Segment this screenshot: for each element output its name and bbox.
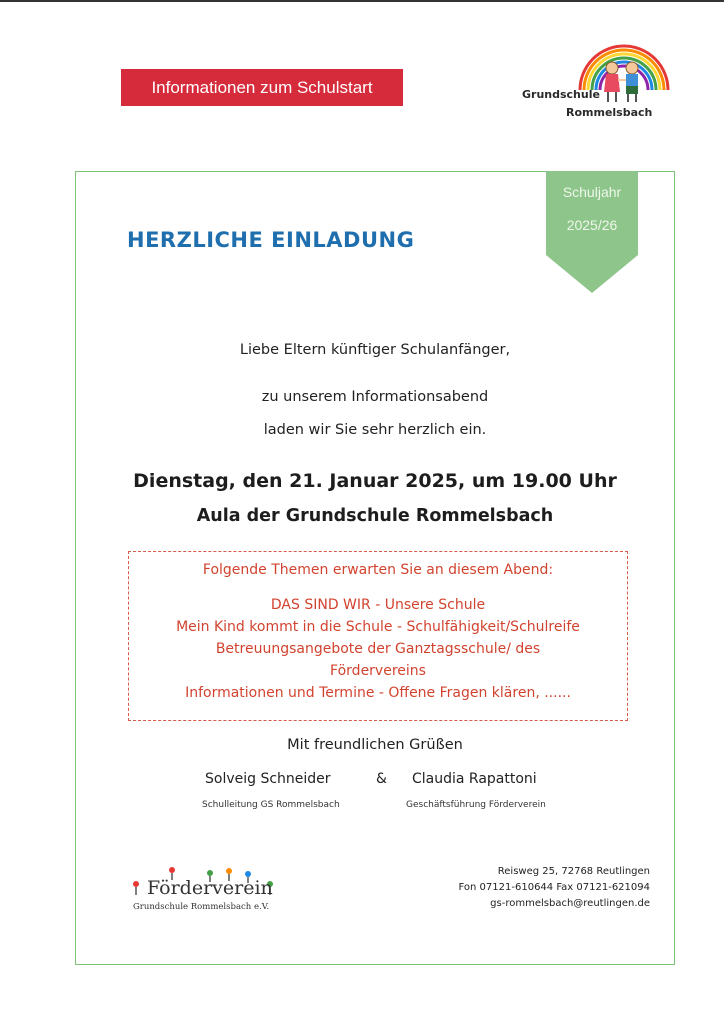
intro-line-1: zu unserem Informationsabend: [261, 389, 489, 405]
ribbon-schuljahr-label: Schuljahr: [562, 184, 622, 200]
closing-greeting: Mit freundlichen Grüßen: [287, 737, 463, 753]
ribbon-year-label: 2025/26: [566, 217, 618, 233]
topics-intro: Folgende Themen erwarten Sie an diesem Abend:: [202, 562, 554, 578]
info-banner: Informationen zum Schulstart: [121, 69, 403, 106]
foerderverein-subtitle: Grundschule Rommelsbach e.V.: [133, 902, 270, 912]
intro-line-2: laden wir Sie sehr herzlich ein.: [263, 422, 487, 438]
topic-item: Fördervereins: [330, 663, 426, 679]
foerderverein-title: Förderverein: [147, 877, 273, 899]
logo-text-rommelsbach: Rommelsbach: [566, 106, 653, 119]
event-date: Dienstag, den 21. Januar 2025, um 19.00 Uhr: [133, 470, 617, 492]
topic-item: Betreuungsangebote der Ganztagsschule/ des: [215, 641, 541, 657]
school-logo: [518, 40, 678, 124]
address-email: gs-rommelsbach@reutlingen.de: [490, 898, 650, 909]
signature-ampersand: &: [376, 771, 387, 787]
logo-text-grundschule: Grundschule: [522, 88, 600, 101]
topic-item: Informationen und Termine - Offene Fragen klären, ......: [185, 685, 571, 701]
top-edge-line: [0, 0, 724, 2]
address-street: Reisweg 25, 72768 Reutlingen: [497, 866, 650, 877]
salutation: Liebe Eltern künftiger Schulanfänger,: [239, 342, 511, 358]
topics-list: [129, 594, 627, 704]
signature-right-name: Claudia Rapattoni: [412, 771, 537, 787]
topics-box: [128, 551, 628, 721]
signature-left-role: Schulleitung GS Rommelsbach: [202, 800, 340, 810]
topic-item: Mein Kind kommt in die Schule - Schulfähigkeit/Schulreife: [176, 619, 580, 635]
headline: HERZLICHE EINLADUNG: [127, 228, 415, 252]
event-place: Aula der Grundschule Rommelsbach: [196, 506, 554, 526]
signature-left-name: Solveig Schneider: [205, 771, 331, 787]
address-phone-fax: Fon 07121-610644 Fax 07121-621094: [458, 882, 650, 893]
topic-item: DAS SIND WIR - Unsere Schule: [270, 597, 486, 613]
signature-right-role: Geschäftsführung Förderverein: [406, 800, 546, 810]
